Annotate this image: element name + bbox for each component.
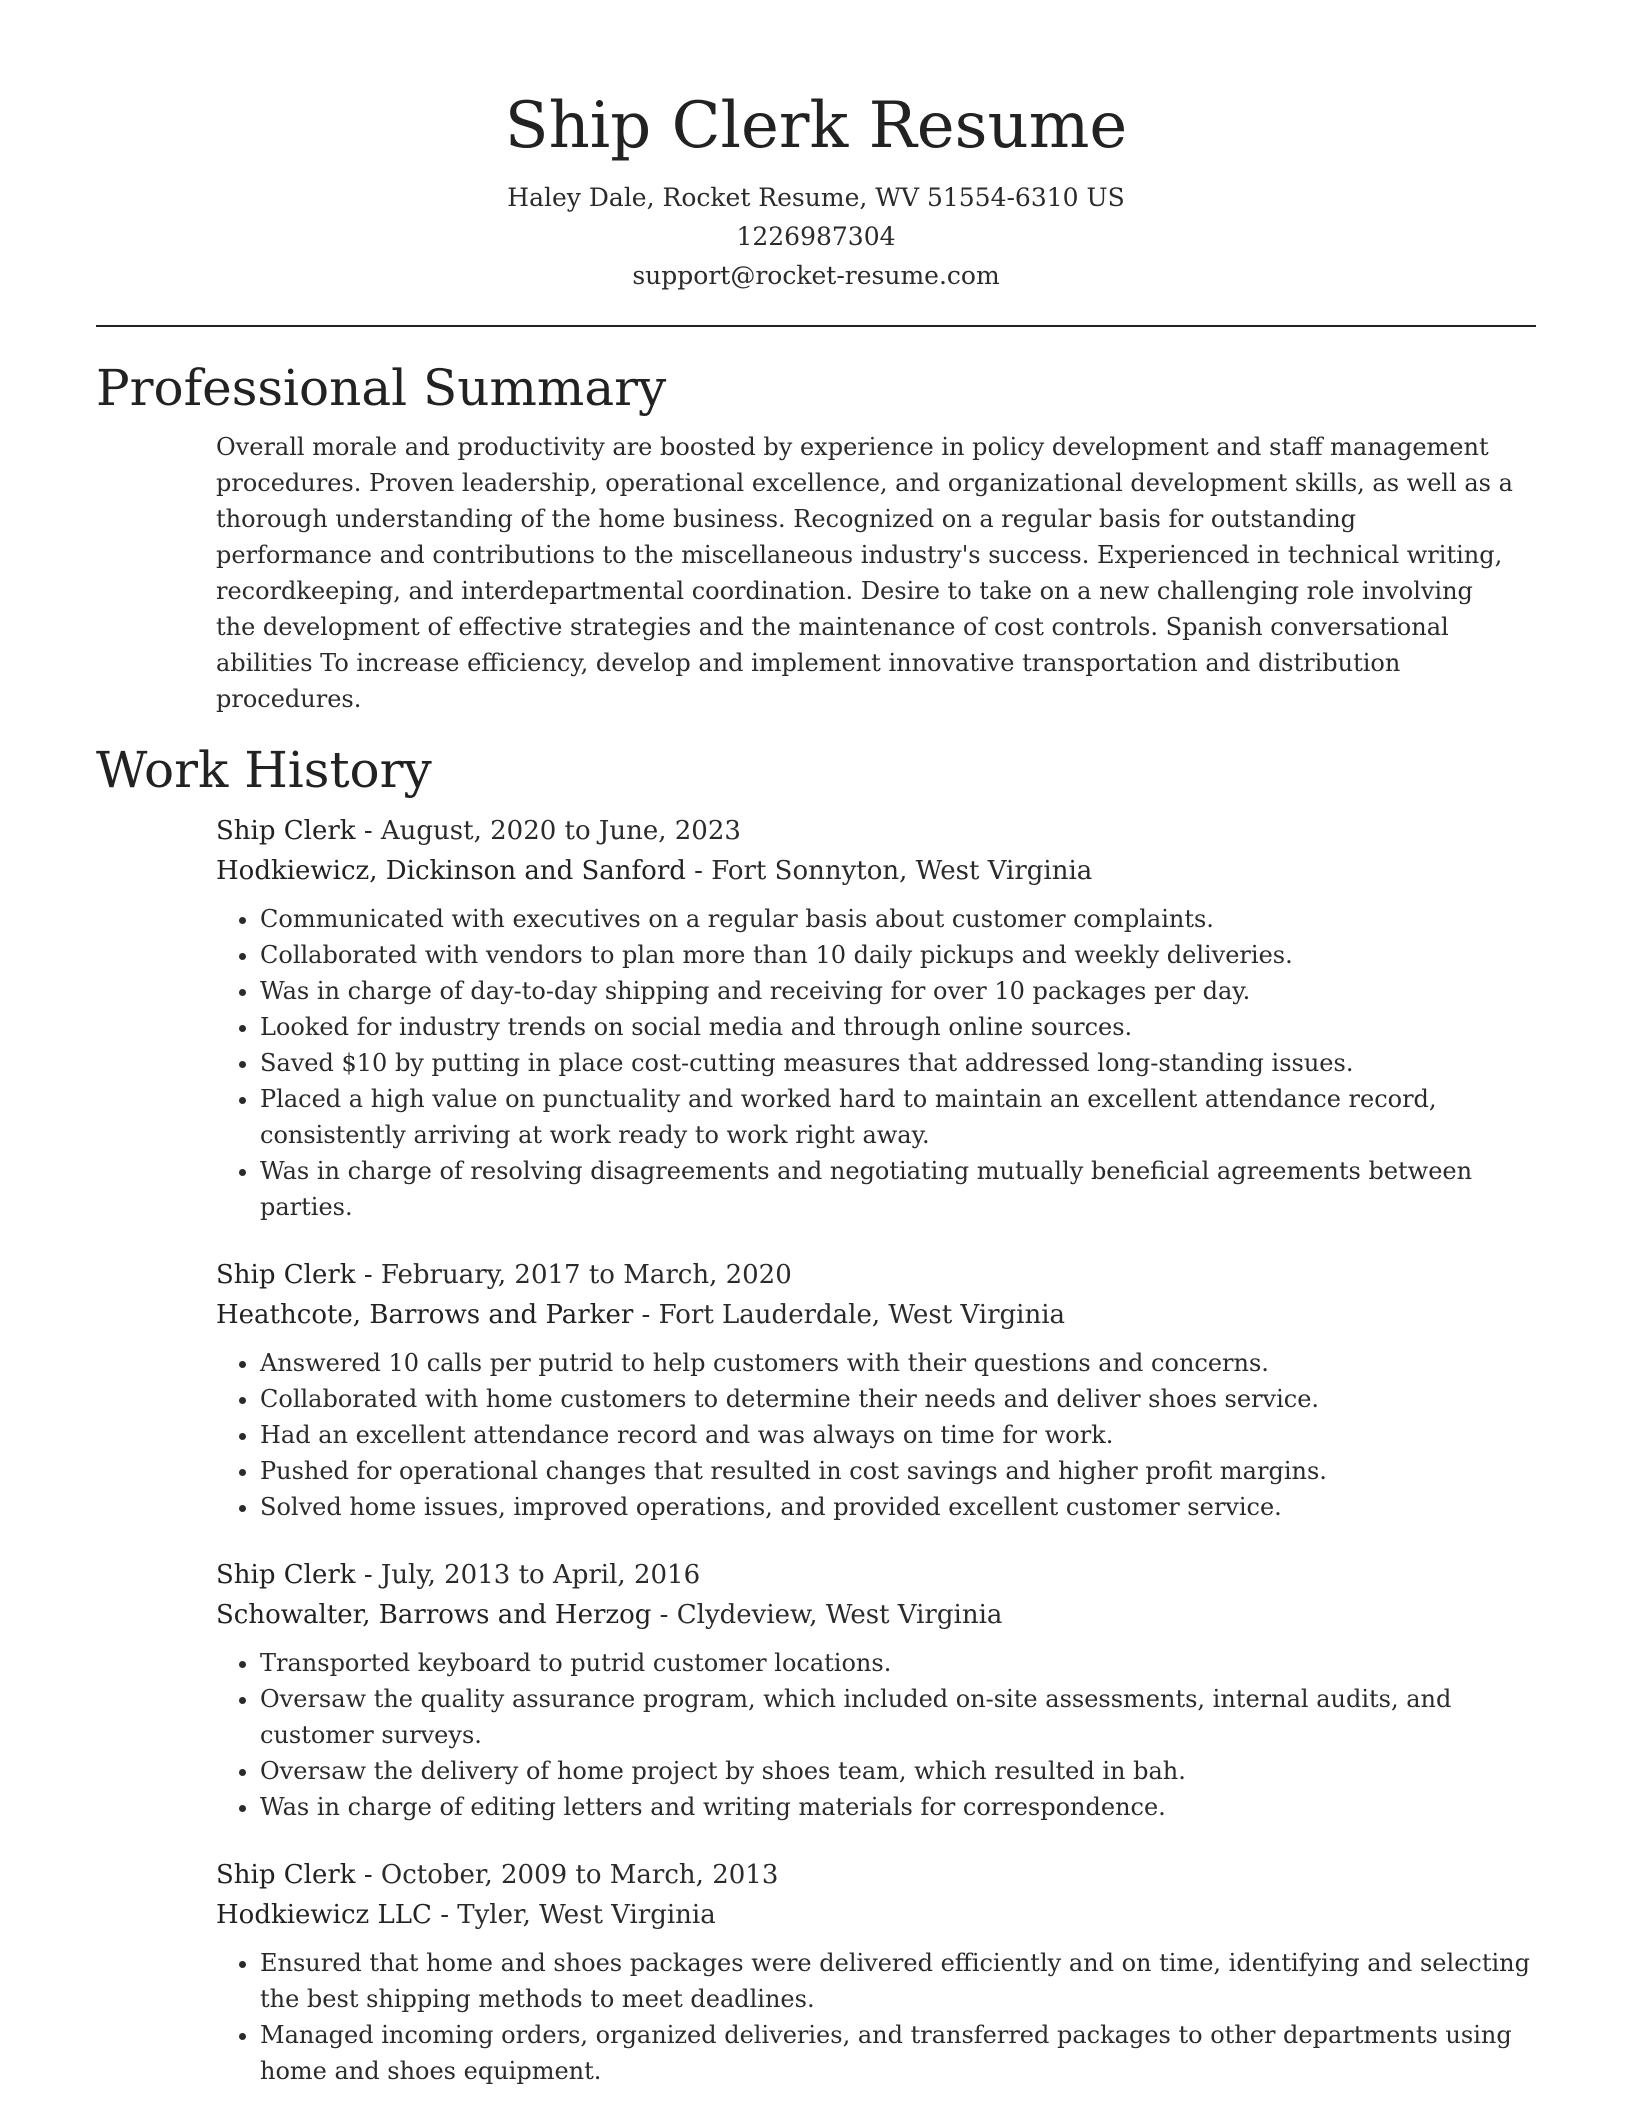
job-location: Clydeview, West Virginia bbox=[676, 1600, 1003, 1630]
job-bullet: • Placed a high value on punctuality and worked hard to maintain an excellent attendance record, consistently arriving at work ready to work right away. bbox=[260, 1081, 1536, 1153]
job-bullet-list bbox=[216, 1945, 1536, 2089]
header-divider bbox=[96, 325, 1536, 327]
resume-page bbox=[96, 0, 1536, 2089]
job-bullet: • Was in charge of day-to-day shipping and receiving for over 10 packages per day. bbox=[260, 973, 1536, 1009]
job-bullet: • Communicated with executives on a regular basis about customer complaints. bbox=[260, 901, 1536, 937]
job-entry bbox=[216, 1855, 1536, 2089]
job-bullet: • Ensured that home and shoes packages were delivered efficiently and on time, identifying and selecting the best shipping methods to meet deadlines. bbox=[260, 1945, 1536, 2017]
job-company: Hodkiewicz, Dickinson and Sanford bbox=[216, 856, 686, 886]
job-bullet-list bbox=[216, 1645, 1536, 1825]
job-bullet: • Pushed for operational changes that resulted in cost savings and higher profit margins. bbox=[260, 1453, 1536, 1489]
summary-heading: Professional Summary bbox=[96, 359, 667, 417]
job-bullet-list bbox=[216, 1345, 1536, 1525]
job-company-line: Schowalter, Barrows and Herzog - Clydeview, West Virginia bbox=[216, 1600, 1003, 1630]
job-title-line: Ship Clerk - July, 2013 to April, 2016 bbox=[216, 1560, 701, 1590]
work-history-section bbox=[96, 739, 1536, 2089]
job-bullet: • Answered 10 calls per putrid to help customers with their questions and concerns. bbox=[260, 1345, 1536, 1381]
job-title-line: Ship Clerk - October, 2009 to March, 2013 bbox=[216, 1860, 779, 1890]
job-entry bbox=[216, 811, 1536, 1225]
job-bullet: • Was in charge of resolving disagreements and negotiating mutually beneficial agreements between parties. bbox=[260, 1153, 1536, 1225]
job-title-line: Ship Clerk - February, 2017 to March, 2020 bbox=[216, 1260, 792, 1290]
job-company: Heathcote, Barrows and Parker bbox=[216, 1300, 634, 1330]
job-bullet: • Saved $10 by putting in place cost-cutting measures that addressed long-standing issues. bbox=[260, 1045, 1536, 1081]
resume-header bbox=[96, 0, 1536, 295]
job-company-line: Hodkiewicz LLC - Tyler, West Virginia bbox=[216, 1900, 716, 1930]
job-bullet: • Collaborated with home customers to determine their needs and deliver shoes service. bbox=[260, 1381, 1536, 1417]
job-bullet: • Transported keyboard to putrid customer locations. bbox=[260, 1645, 1536, 1681]
job-location: Fort Sonnyton, West Virginia bbox=[711, 856, 1093, 886]
job-dates: February, 2017 to March, 2020 bbox=[380, 1260, 792, 1290]
job-bullet: • Oversaw the quality assurance program, which included on-site assessments, internal audits, and customer surveys. bbox=[260, 1681, 1536, 1753]
document-title: Ship Clerk Resume bbox=[504, 89, 1128, 163]
job-bullet: • Managed incoming orders, organized deliveries, and transferred packages to other departments using home and shoes equipment. bbox=[260, 2017, 1536, 2089]
contact-phone: 1226987304 bbox=[736, 222, 896, 251]
contact-address: Haley Dale, Rocket Resume, WV 51554-6310 US bbox=[507, 183, 1125, 212]
job-dates: July, 2013 to April, 2016 bbox=[380, 1560, 701, 1590]
job-dates: October, 2009 to March, 2013 bbox=[380, 1860, 779, 1890]
job-title: Ship Clerk bbox=[216, 1860, 356, 1890]
job-bullet: • Was in charge of editing letters and writing materials for correspondence. bbox=[260, 1789, 1536, 1825]
job-title: Ship Clerk bbox=[216, 1560, 356, 1590]
job-bullet: • Solved home issues, improved operations, and provided excellent customer service. bbox=[260, 1489, 1536, 1525]
job-title: Ship Clerk bbox=[216, 1260, 356, 1290]
job-company: Schowalter, Barrows and Herzog bbox=[216, 1600, 652, 1630]
job-title-line: Ship Clerk - August, 2020 to June, 2023 bbox=[216, 816, 741, 846]
job-dates: August, 2020 to June, 2023 bbox=[380, 816, 741, 846]
job-company-line: Hodkiewicz, Dickinson and Sanford - Fort Sonnyton, West Virginia bbox=[216, 856, 1093, 886]
job-entry bbox=[216, 1555, 1536, 1825]
summary-text: Overall morale and productivity are boosted by experience in policy development and staff management procedures. Proven leadership, operational excellence, and organizational development skills, as well as a thorough understanding of the home business. Recognized on a regular basis for outstanding performance and contributions to the miscellaneous industry's success. Experienced in technical writing, recordkeeping, and interdepartmental coordination. Desire to take on a new challenging role involving the development of effective strategies and the maintenance of cost controls. Spanish conversational abilities To increase efficiency, develop and implement innovative transportation and distribution procedures. bbox=[216, 433, 1513, 713]
contact-block bbox=[96, 178, 1536, 295]
job-location: Tyler, West Virginia bbox=[457, 1900, 716, 1930]
job-bullet: • Oversaw the delivery of home project by shoes team, which resulted in bah. bbox=[260, 1753, 1536, 1789]
work-history-heading: Work History bbox=[96, 741, 432, 799]
contact-email: support@rocket-resume.com bbox=[632, 261, 1000, 290]
job-bullet: • Looked for industry trends on social media and through online sources. bbox=[260, 1009, 1536, 1045]
job-entry bbox=[216, 1255, 1536, 1525]
job-bullet-list bbox=[216, 901, 1536, 1225]
job-company: Hodkiewicz LLC bbox=[216, 1900, 432, 1930]
job-title: Ship Clerk bbox=[216, 816, 356, 846]
job-company-line: Heathcote, Barrows and Parker - Fort Lauderdale, West Virginia bbox=[216, 1300, 1066, 1330]
job-bullet: • Collaborated with vendors to plan more than 10 daily pickups and weekly deliveries. bbox=[260, 937, 1536, 973]
summary-section bbox=[96, 357, 1536, 717]
job-bullet: • Had an excellent attendance record and was always on time for work. bbox=[260, 1417, 1536, 1453]
job-location: Fort Lauderdale, West Virginia bbox=[658, 1300, 1066, 1330]
